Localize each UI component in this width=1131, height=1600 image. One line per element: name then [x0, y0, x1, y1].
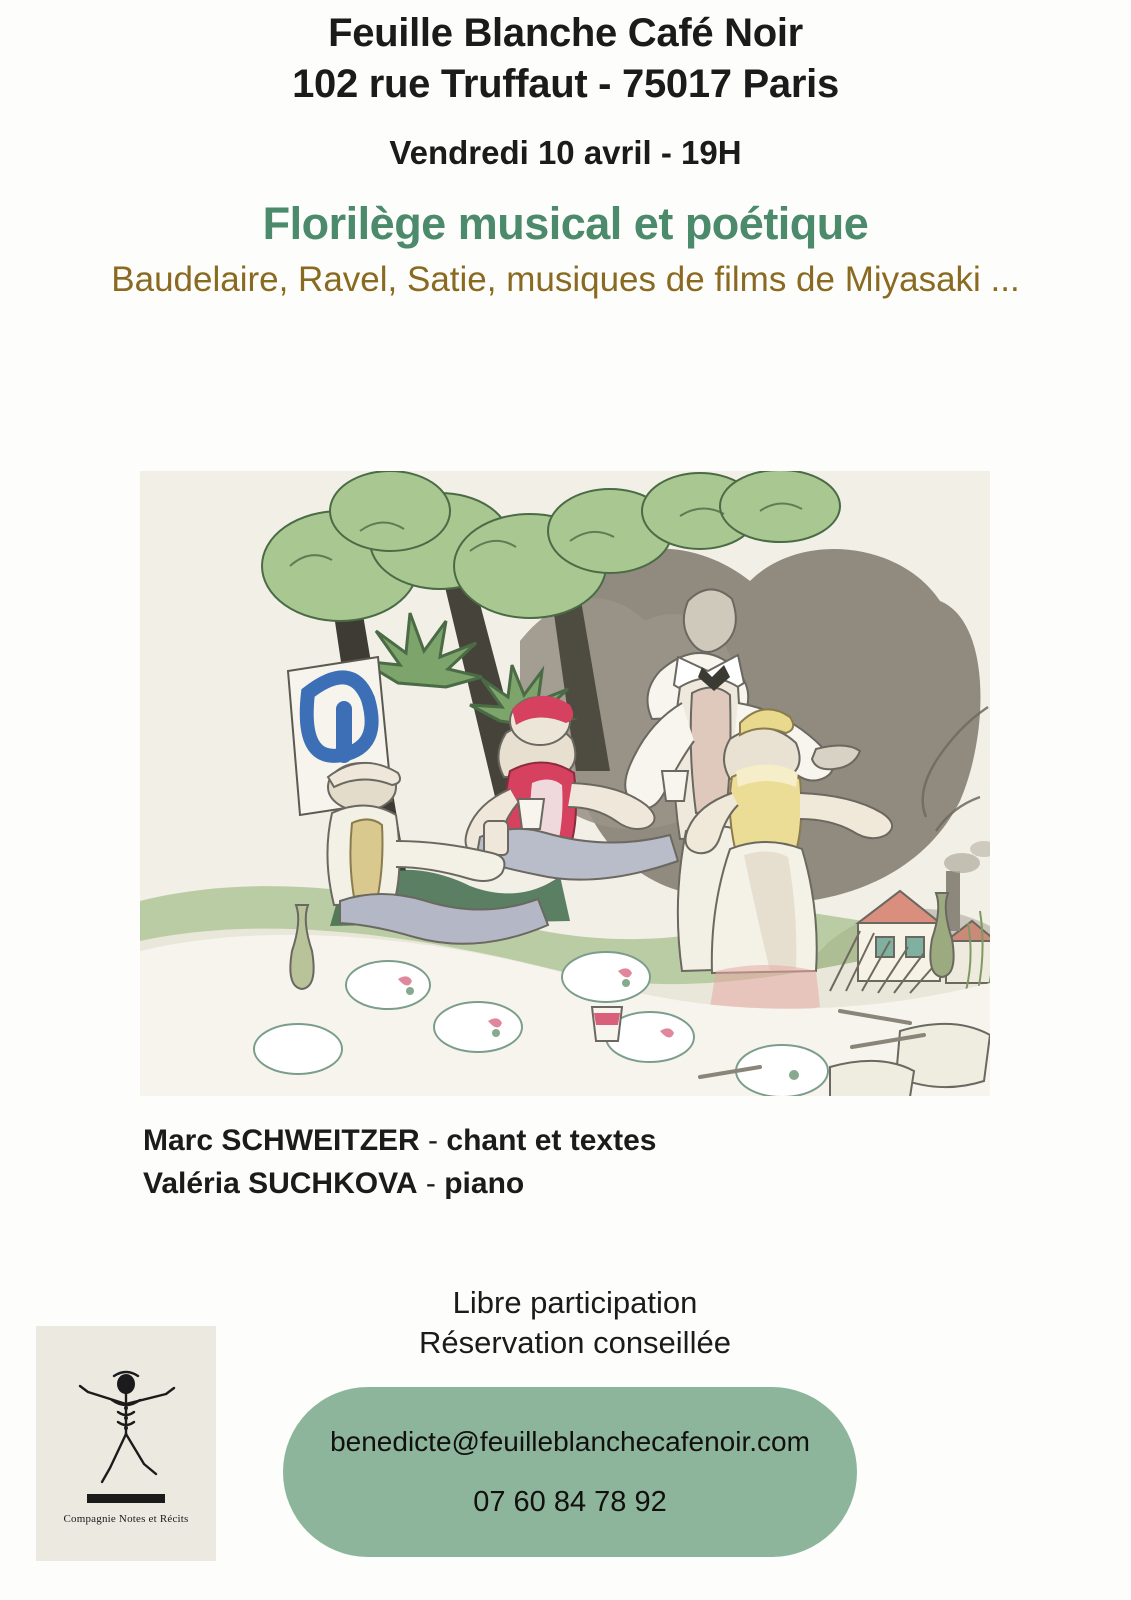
performer-separator: - [425, 1166, 436, 1200]
event-title: Florilège musical et poétique [262, 198, 869, 250]
performer-name: Valéria SUCHKOVA [143, 1166, 418, 1200]
performers-list [143, 1120, 943, 1205]
contact-email[interactable]: benedicte@feuilleblanchecafenoir.com [330, 1425, 810, 1457]
contact-badge [283, 1387, 857, 1557]
venue-block [0, 8, 1131, 110]
illustration [140, 471, 990, 1096]
illustration-artwork [140, 471, 990, 1096]
event-subtitle: Baudelaire, Ravel, Satie, musiques de films de Miyasaki ... [111, 260, 1020, 300]
performer-role: piano [444, 1166, 525, 1200]
participation-note: Libre participation [452, 1285, 698, 1320]
reservation-note: Réservation conseillée [419, 1325, 731, 1361]
performer-name: Marc SCHWEITZER [143, 1124, 420, 1157]
contact-phone[interactable]: 07 60 84 78 92 [473, 1485, 667, 1518]
venue-name: Feuille Blanche Café Noir [328, 11, 803, 55]
performer-separator: - [428, 1124, 439, 1157]
logo-divider [87, 1494, 165, 1503]
company-name: Compagnie Notes et Récits [63, 1513, 189, 1525]
venue-address: 102 rue Truffaut - 75017 Paris [292, 62, 839, 107]
event-date-time: Vendredi 10 avril - 19H [389, 134, 742, 172]
poster-header [0, 8, 1131, 303]
company-logo [36, 1326, 216, 1561]
performer-row [143, 1120, 943, 1163]
performer-role: chant et textes [446, 1124, 657, 1157]
dancing-figure-icon [66, 1352, 186, 1492]
practical-info [255, 1283, 895, 1364]
performer-row [143, 1163, 943, 1206]
